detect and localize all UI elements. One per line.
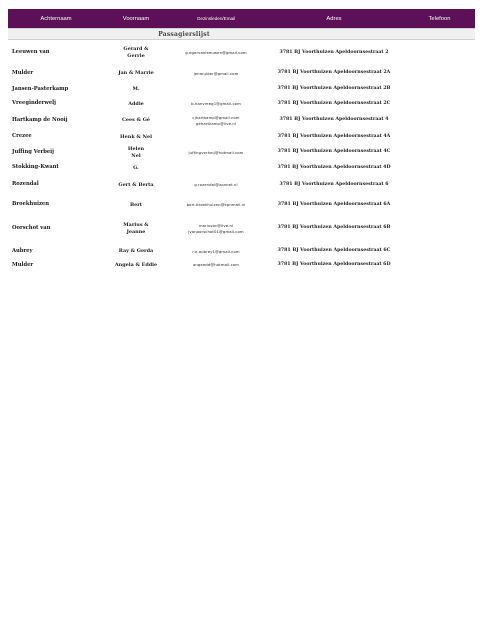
section-row: [8, 29, 475, 40]
section-header: [8, 29, 475, 40]
cell-voornaam: [104, 40, 168, 66]
cell-voornaam: [104, 261, 168, 273]
cell-voornaam-line: Gerrie: [127, 52, 145, 59]
cell-email-line: juffingverheij@hotmail.com: [188, 149, 244, 155]
section-spacer: [264, 29, 404, 40]
cell-email-line: r.e.aubrey1@gmail.com: [192, 248, 240, 254]
table-row: [8, 82, 475, 98]
table-row: [8, 175, 475, 196]
cell-achternaam: Hartkamp de Nooij: [12, 116, 68, 123]
cell-voornaam-line: Addie: [128, 100, 144, 107]
cell-email-line: cjhartkamp@gmail.com: [192, 115, 240, 121]
cell-voornaam-line: Jan & Marrie: [118, 70, 154, 77]
cell-email: [168, 66, 264, 82]
cell-achternaam: Broekhuizen: [12, 201, 50, 208]
section-spacer: [404, 29, 475, 40]
cell-email-line: g.rozendal@zonnet.nl: [194, 182, 238, 188]
cell-adres: 3781 BJ Voorthuizen Apeldoornsestraat 6B: [277, 225, 391, 231]
cell-voornaam-line: Marius &: [123, 221, 149, 228]
cell-achternaam: Rozendal: [12, 181, 39, 188]
table-row: [8, 131, 475, 144]
column-header-voornaam: Voornaam: [104, 9, 168, 29]
cell-email-line: jenmulder@gmail.com: [193, 70, 239, 76]
cell-achternaam: Mulder: [12, 69, 34, 76]
cell-email-line: bert.broekhuizen@kpnmail.nl: [186, 202, 246, 208]
column-header-email: Gezinsleden/Email: [168, 9, 264, 29]
cell-adres: 3781 BJ Voorthuizen Apeldoornsestraat 4D: [277, 164, 391, 170]
cell-voornaam-line: Ray & Gerda: [118, 248, 154, 255]
cell-voornaam: [104, 196, 168, 215]
cell-adres: 3781 BJ Voorthuizen Apeldoornsestraat 4C: [277, 149, 391, 155]
cell-achternaam: Juffing Verbeij: [12, 148, 55, 155]
cell-adres: 3781 BJ Voorthuizen Apeldoornsestraat 4: [279, 117, 389, 123]
cell-voornaam-line: Nel: [131, 152, 141, 159]
cell-email: [168, 82, 264, 98]
cell-voornaam: [104, 144, 168, 162]
cell-voornaam-line: Henk & Nel: [120, 133, 152, 140]
cell-voornaam-line: Cees & Gé: [122, 117, 150, 124]
column-header-achternaam: Achternaam: [8, 9, 104, 29]
cell-email-line: jvanoorschot01@gmail.com: [188, 228, 244, 234]
cell-voornaam: [104, 66, 168, 82]
cell-voornaam: [104, 175, 168, 196]
cell-achternaam: Vreeginderwelj: [12, 100, 57, 107]
cell-achternaam: Stokking-Kwant: [12, 164, 59, 171]
cell-voornaam: [104, 131, 168, 144]
cell-adres: 3781 BJ Voorthuizen Apeldoornsestraat 2A: [277, 70, 391, 76]
cell-email: [168, 98, 264, 111]
cell-email: [168, 144, 264, 162]
cell-adres: 3781 BJ Voorthuizen Apeldoornsestraat 2: [279, 49, 389, 55]
passenger-list-sheet: [8, 9, 475, 273]
cell-adres: 3781 BJ Voorthuizen Apeldoornsestraat 6A: [277, 201, 391, 207]
table-row: [8, 196, 475, 215]
cell-voornaam: [104, 82, 168, 98]
cell-achternaam: Leeuwen van: [12, 49, 50, 56]
cell-adres: 3781 BJ Voorthuizen Apeldoornsestraat 6D: [277, 261, 391, 267]
cell-email-line: mariusbc@live.nl: [198, 223, 234, 229]
cell-adres: 3781 BJ Voorthuizen Apeldoornsestraat 6C: [277, 248, 391, 254]
cell-voornaam-line: M.: [132, 86, 140, 93]
cell-achternaam: Mulder: [12, 261, 34, 268]
cell-email: [168, 131, 264, 144]
table-body: [8, 40, 475, 273]
table-row: [8, 144, 475, 162]
table-row: [8, 98, 475, 111]
cell-email: [168, 196, 264, 215]
header-row: [8, 9, 475, 29]
cell-voornaam: [104, 162, 168, 175]
cell-email: [168, 40, 264, 66]
table-row: [8, 111, 475, 131]
cell-adres: 3781 BJ Voorthuizen Apeldoornsestraat 2C: [277, 100, 391, 106]
cell-voornaam: [104, 111, 168, 131]
cell-voornaam-line: Angela & Eddie: [114, 261, 158, 268]
cell-adres: 3781 BJ Voorthuizen Apeldoornsestraat 4A: [277, 133, 391, 139]
cell-email: [168, 243, 264, 261]
section-spacer: [8, 29, 104, 40]
cell-voornaam: [104, 215, 168, 243]
cell-achternaam: Jansen-Pasterkamp: [12, 85, 69, 92]
cell-email-line: gehartkamp@live.nl: [195, 120, 237, 126]
table-row: [8, 162, 475, 175]
cell-voornaam: [104, 243, 168, 261]
cell-adres: 3781 BJ Voorthuizen Apeldoornsestraat 6: [279, 181, 389, 187]
table-row: [8, 215, 475, 243]
cell-email-line: g.egervanleeuwen@gmail.com: [185, 50, 247, 56]
cell-adres: 3781 BJ Voorthuizen Apeldoornsestraat 2B: [277, 86, 391, 92]
column-header-telefoon: Telefoon: [404, 9, 475, 29]
cell-voornaam-line: Gerard &: [123, 46, 149, 53]
cell-email: [168, 175, 264, 196]
cell-email: [168, 162, 264, 175]
cell-voornaam-line: G.: [133, 164, 139, 171]
table-header: [8, 9, 475, 29]
table-row: [8, 66, 475, 82]
cell-email-line: angeedd@hotmail.com: [192, 261, 239, 267]
cell-achternaam: Aubrey: [12, 247, 33, 254]
column-header-adres: Adres: [264, 9, 404, 29]
cell-voornaam-line: Gert & Berta: [118, 181, 154, 188]
cell-voornaam-line: Helen: [127, 145, 145, 152]
table-row: [8, 243, 475, 261]
passenger-table: [8, 9, 475, 273]
cell-achternaam: Crezee: [12, 133, 32, 140]
table-row: [8, 40, 475, 66]
cell-email-line: b.hanvreeg1@gmail.com: [191, 101, 241, 107]
cell-voornaam-line: Bert: [129, 201, 143, 208]
cell-achternaam: Oorschot van: [12, 224, 51, 231]
cell-voornaam: [104, 98, 168, 111]
cell-email: [168, 215, 264, 243]
section-title: Passagierslijst: [104, 29, 264, 40]
table-row: [8, 261, 475, 273]
cell-email: [168, 261, 264, 273]
cell-voornaam-line: Jeanne: [126, 228, 146, 235]
cell-email: [168, 111, 264, 131]
